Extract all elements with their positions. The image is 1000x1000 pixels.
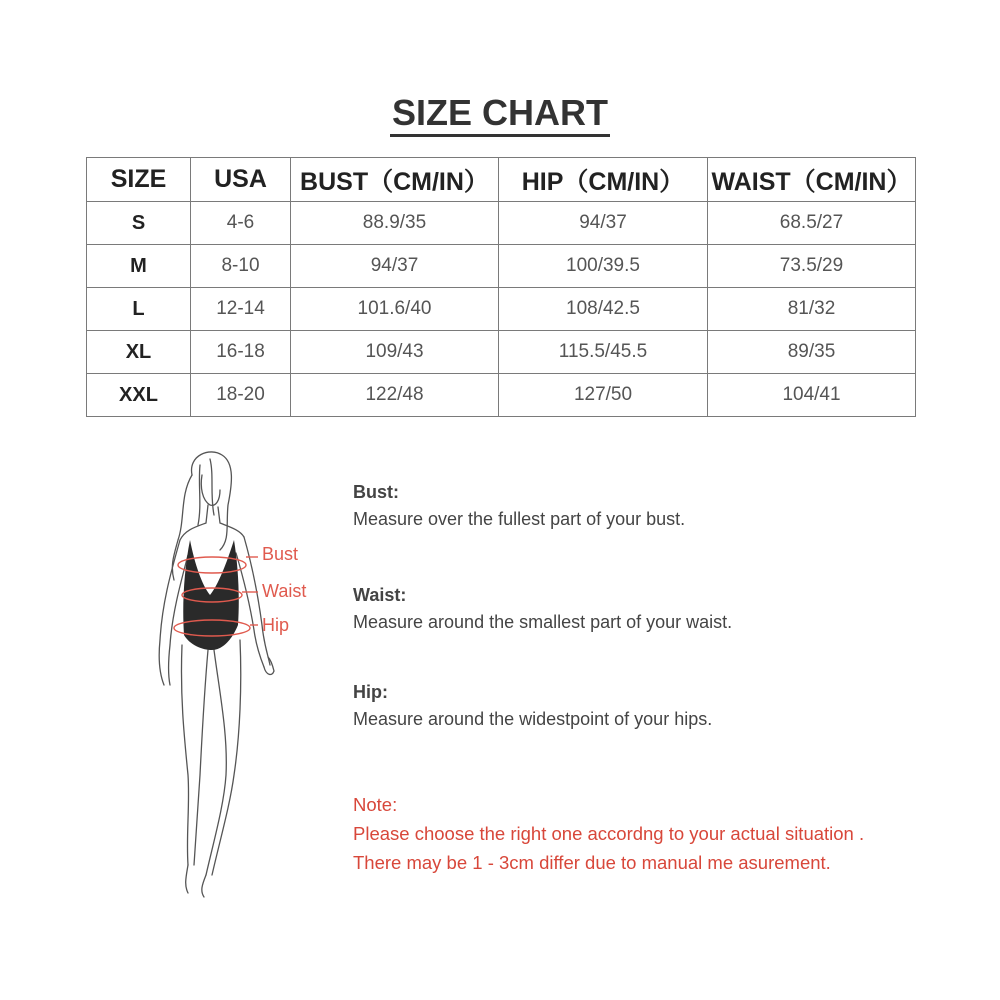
hip-instruction [353, 682, 712, 730]
note-line-1: Please choose the right one accordng to your actual situation . [353, 823, 865, 844]
bust-cell: 94/37 [291, 245, 499, 288]
usa-cell: 16-18 [191, 331, 291, 374]
table-row [87, 374, 916, 417]
hip-text: Measure around the widestpoint of your hips. [353, 709, 713, 729]
hip-cell: 108/42.5 [499, 288, 708, 331]
waist-cell: 68.5/27 [708, 202, 916, 245]
size-cell: L [87, 288, 191, 331]
size-table [86, 157, 916, 417]
waist-cell: 89/35 [708, 331, 916, 374]
header-usa: USA [191, 158, 291, 202]
bust-cell: 101.6/40 [291, 288, 499, 331]
waist-heading: Waist: [353, 585, 407, 605]
note-heading: Note: [353, 794, 398, 815]
table-row [87, 331, 916, 374]
header-bust: BUST（CM/IN） [291, 158, 499, 202]
bust-heading: Bust: [353, 482, 399, 502]
hip-cell: 100/39.5 [499, 245, 708, 288]
hip-cell: 127/50 [499, 374, 708, 417]
table-row [87, 202, 916, 245]
note-block [353, 790, 864, 877]
figure-sketch [140, 445, 340, 915]
waist-text: Measure around the smallest part of your waist. [353, 612, 733, 632]
waist-cell: 73.5/29 [708, 245, 916, 288]
table-row [87, 288, 916, 331]
hip-cell: 115.5/45.5 [499, 331, 708, 374]
bust-instruction [353, 482, 685, 530]
size-cell: S [87, 202, 191, 245]
bust-label: Bust [262, 544, 299, 564]
header-size: SIZE [87, 158, 191, 202]
hip-heading: Hip: [353, 682, 388, 702]
waist-cell: 104/41 [708, 374, 916, 417]
hip-cell: 94/37 [499, 202, 708, 245]
header-waist: WAIST（CM/IN） [708, 158, 916, 202]
usa-cell: 12-14 [191, 288, 291, 331]
body-measurement-figure [140, 445, 340, 915]
note-line-2: There may be 1 - 3cm differ due to manual me asurement. [353, 852, 831, 873]
size-cell: XXL [87, 374, 191, 417]
hip-label: Hip [262, 615, 290, 635]
waist-instruction [353, 585, 732, 633]
bust-cell: 109/43 [291, 331, 499, 374]
table-row [87, 245, 916, 288]
bust-cell: 88.9/35 [291, 202, 499, 245]
waist-label: Waist [262, 581, 307, 601]
page-title: SIZE CHART [0, 92, 1000, 134]
bust-text: Measure over the fullest part of your bust. [353, 509, 686, 529]
usa-cell: 4-6 [191, 202, 291, 245]
size-cell: M [87, 245, 191, 288]
size-cell: XL [87, 331, 191, 374]
usa-cell: 8-10 [191, 245, 291, 288]
header-hip: HIP（CM/IN） [499, 158, 708, 202]
usa-cell: 18-20 [191, 374, 291, 417]
table-header-row [87, 158, 916, 202]
waist-cell: 81/32 [708, 288, 916, 331]
bust-cell: 122/48 [291, 374, 499, 417]
